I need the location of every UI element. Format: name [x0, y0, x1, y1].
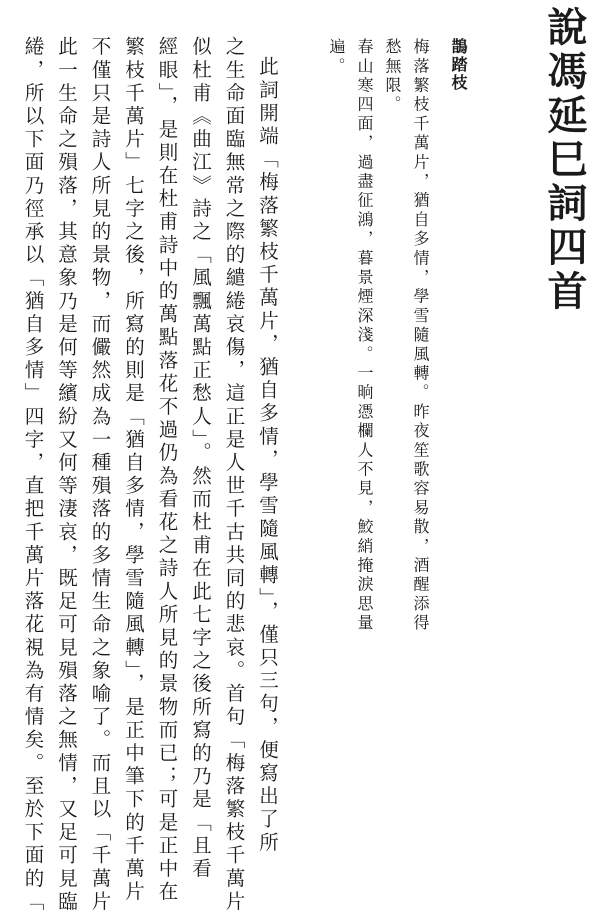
ci-stanza-2: 春山寒四面，過盡征鴻，暮景煙深淺。一晌憑欄人不見，鮫綃掩淚思量遍。 — [327, 38, 374, 634]
essay-column: 此一生命之殞落，其意象乃是何等繽紛又何等淒哀，既足可見殞落之無情，又足可見臨 — [55, 36, 78, 914]
ci-tune-title: 鵲踏枝 — [449, 38, 468, 92]
essay-body — [16, 36, 284, 914]
essay-column: 經眼」，是則在杜甫詩中的萬點落花不過仍為看花之詩人所見的景物而已；可是正中在 — [155, 36, 179, 905]
ci-stanza-1: 梅落繁枝千萬片，猶自多情，學雪隨風轉。昨夜笙歌容易散，酒醒添得愁無限。 — [383, 38, 430, 634]
essay-title: 說馮延巳詞四首 — [541, 6, 588, 314]
ci-poem-block — [322, 38, 472, 638]
essay-column: 之生命面臨無常之際的繾綣哀傷，這正是人世千古共同的悲哀。首句「梅落繁枝千萬片 — [222, 36, 246, 914]
essay-column: 此詞開端「梅落繁枝千萬片，猶自多情，學雪隨風轉」，僅只三句，便寫出了所 — [256, 56, 279, 855]
essay-column: 似杜甫《曲江》詩之「風飄萬點正愁人」。然而杜甫在此七字之後所寫的乃是「且看 — [189, 36, 212, 881]
essay-column: 不僅只是詩人所見的景物，而儼然成為一種殞落的多情生命之象喻了。而且以「千萬片 — [88, 36, 112, 914]
essay-column: 繁枝千萬片」七字之後，所寫的則是「猶自多情，學雪隨風轉」，是正中筆下的千萬片 — [122, 36, 145, 905]
essay-column: 綣，所以下面乃徑承以「猶自多情」四字，直把千萬片落花視為有情矣。至於下面的「 — [21, 36, 45, 914]
